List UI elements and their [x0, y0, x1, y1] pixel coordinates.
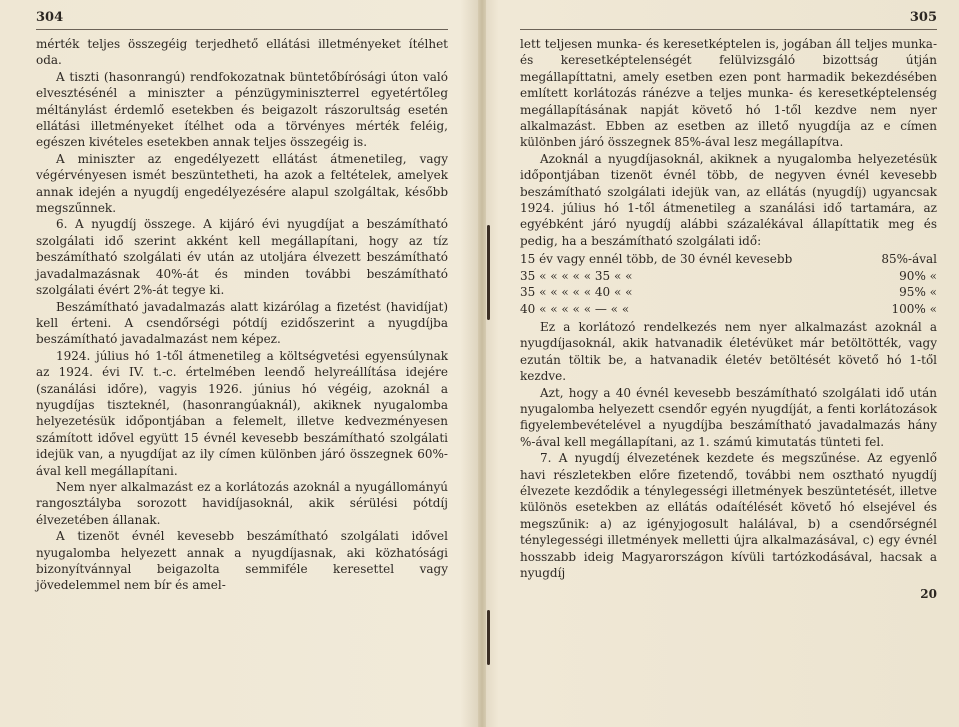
- paragraph: Azt, hogy a 40 évnél kevesebb beszámítható szolgálati idő után nyugalomba helyezett csendőr egyén nyugdíját, a fenti korlátozások figyelembevételével a nyugdíjba beszámítható javadalmazás hány %-ával kell megállapítani, az 1. számú kimutatás tünteti fel.: [520, 385, 937, 449]
- left-page-text: [36, 36, 448, 594]
- paragraph: Ez a korlátozó rendelkezés nem nyer alkalmazást azoknál a nyugdíjasoknál, akik hatvanadik életévüket már betöltötték, vagy ezután töltik be, a hatvanadik életév betöltését követő hó 1-től kezdve.: [520, 319, 937, 384]
- percentage-table: [520, 251, 937, 317]
- table-cell: 15 év vagy ennél több, de 30 évnél kevesebb: [520, 252, 793, 267]
- right-page: [484, 0, 959, 727]
- table-cell: 95% «: [899, 285, 937, 300]
- paragraph: 1924. július hó 1-től átmenetileg a költségvetési egyensúlynak az 1924. évi IV. t.-c. értelmében leendő helyreállítása idejére (szanálási időre), vagyis 1926. június hó végéig, azoknál a nyugdíjas tiszteknél, (hasonrangúaknál), akiknek nyugalomba helyezetésük időpontjában a felemelt, illetve kedvezményesen számított idővel együtt 15 évnél kevesebb beszámítható szolgálati idejük van, a nyugdíjat az ily címen különben járó összegnek 60%-ával kell megállapítani.: [36, 348, 448, 478]
- page-number-right: 305: [909, 10, 937, 25]
- right-page-text-cont: [520, 319, 937, 582]
- paragraph: A miniszter az engedélyezett ellátást átmenetileg, vagy végérvényesen ismét beszüntetheti, ha azok a feltételek, amelyek annak idején a nyugdíj engedélyezésére alapul szolgáltak, később megszűnnek.: [36, 151, 448, 216]
- table-row: [520, 268, 937, 284]
- paragraph: lett teljesen munka- és keresetképtelen is, jogában áll teljes munka- és keresetképtelenségét felülvizsgáló bizottság útján megállapíttatni, amely esetben ezen pont harmadik bekezdésében említett korlátozás ránézve a teljes munka- és keresetképtelenség megállapításának napját követő hó 1-től kezdve nem nyer alkalmazást. Ebben az esetben az illető nyugdíja az e címen különben járó összegnek 85%-ával lesz megállapítva.: [520, 37, 937, 150]
- table-row: [520, 301, 937, 317]
- paragraph: 7. A nyugdíj élvezetének kezdete és megszűnése. Az egyenlő havi részletekben előre fizetendő, további nem osztható nyugdíj élvezete kezdődik a ténylegességi illetmények beszüntetését, illetve különös esetekben az ellátás odaítélését követő hó elsejével és megszűnik: a) az igényjogosult halálával, b) a csendőrségnél ténylegességi illetmények melletti újra alkalmazásával, c) egy évnél hosszabb ideig Magyarországon kívüli tartózkodásával, hacsak a nyugdíj: [520, 451, 937, 580]
- paragraph: A tizenöt évnél kevesebb beszámítható szolgálati idővel nyugalomba helyezett annak a nyugdíjasnak, aki közhatósági bizonyítvánnyal beigazolta semmiféle keresettel vagy jövedelemmel nem bír és amel-: [36, 529, 448, 593]
- paragraph: Nem nyer alkalmazást ez a korlátozás azoknál a nyugállományú rangosztályba sorozott havidíjasoknál, akik sérülési pótdíj élvezetében állanak.: [36, 479, 448, 527]
- header-rule-right: [520, 29, 937, 30]
- table-cell: 35 « « « « « 40 « «: [520, 285, 633, 300]
- paragraph: mérték teljes összegéig terjedhető ellátási illetményeket ítélhet oda.: [36, 37, 448, 68]
- paragraph: A tiszti (hasonrangú) rendfokozatnak büntetőbírósági úton való elvesztésénél a miniszter a pénzügyminiszterrel egyetértőleg méltánylást érdemlő esetekben és beigazolt rászorultság esetén ellátási illetményeket ítélhet oda a törvényes mérték feléig, egészen kivételes esetekben annak teljes összegéig is.: [36, 69, 448, 150]
- left-page: [0, 0, 478, 727]
- paragraph: Beszámítható javadalmazás alatt kizárólag a fizetést (havidíjat) kell érteni. A csendőrségi pótdíj ezidőszerint a nyugdíjba beszámítható javadalmazást nem képez.: [36, 299, 448, 347]
- table-cell: 100% «: [891, 301, 937, 316]
- signature-mark: 20: [920, 587, 937, 602]
- paragraph: Azoknál a nyugdíjasoknál, akiknek a nyugalomba helyezetésük időpontjában tizenöt évnél több, de negyven évnél kevesebb beszámítható szolgálati idejük van, az ellátás (nyugdíj) ugyancsak 1924. július hó 1-től átmenetileg a szanálási idő tartamára, az egyébként járó nyugdíj alábbi százalékával állapíttatik meg és pedig, ha a beszámítható szolgálati idő:: [520, 151, 937, 248]
- page-number-left: 304: [36, 10, 64, 25]
- table-cell: 90% «: [899, 268, 937, 283]
- table-cell: 85%-ával: [881, 252, 937, 267]
- table-cell: 40 « « « « « — « «: [520, 301, 630, 316]
- header-rule-left: [36, 29, 448, 30]
- paragraph: 6. A nyugdíj összege. A kijáró évi nyugdíjat a beszámítható szolgálati idő szerint akként kell megállapítani, hogy az tíz beszámítható szolgálati év után az utoljára élvezett beszámítható javadalmazásnak 40%-át és minden további beszámítható szolgálati évért 2%-át tegye ki.: [36, 217, 448, 298]
- table-cell: 35 « « « « « 35 « «: [520, 268, 633, 283]
- table-row: [520, 251, 937, 267]
- table-row: [520, 284, 937, 300]
- right-page-text: [520, 36, 937, 249]
